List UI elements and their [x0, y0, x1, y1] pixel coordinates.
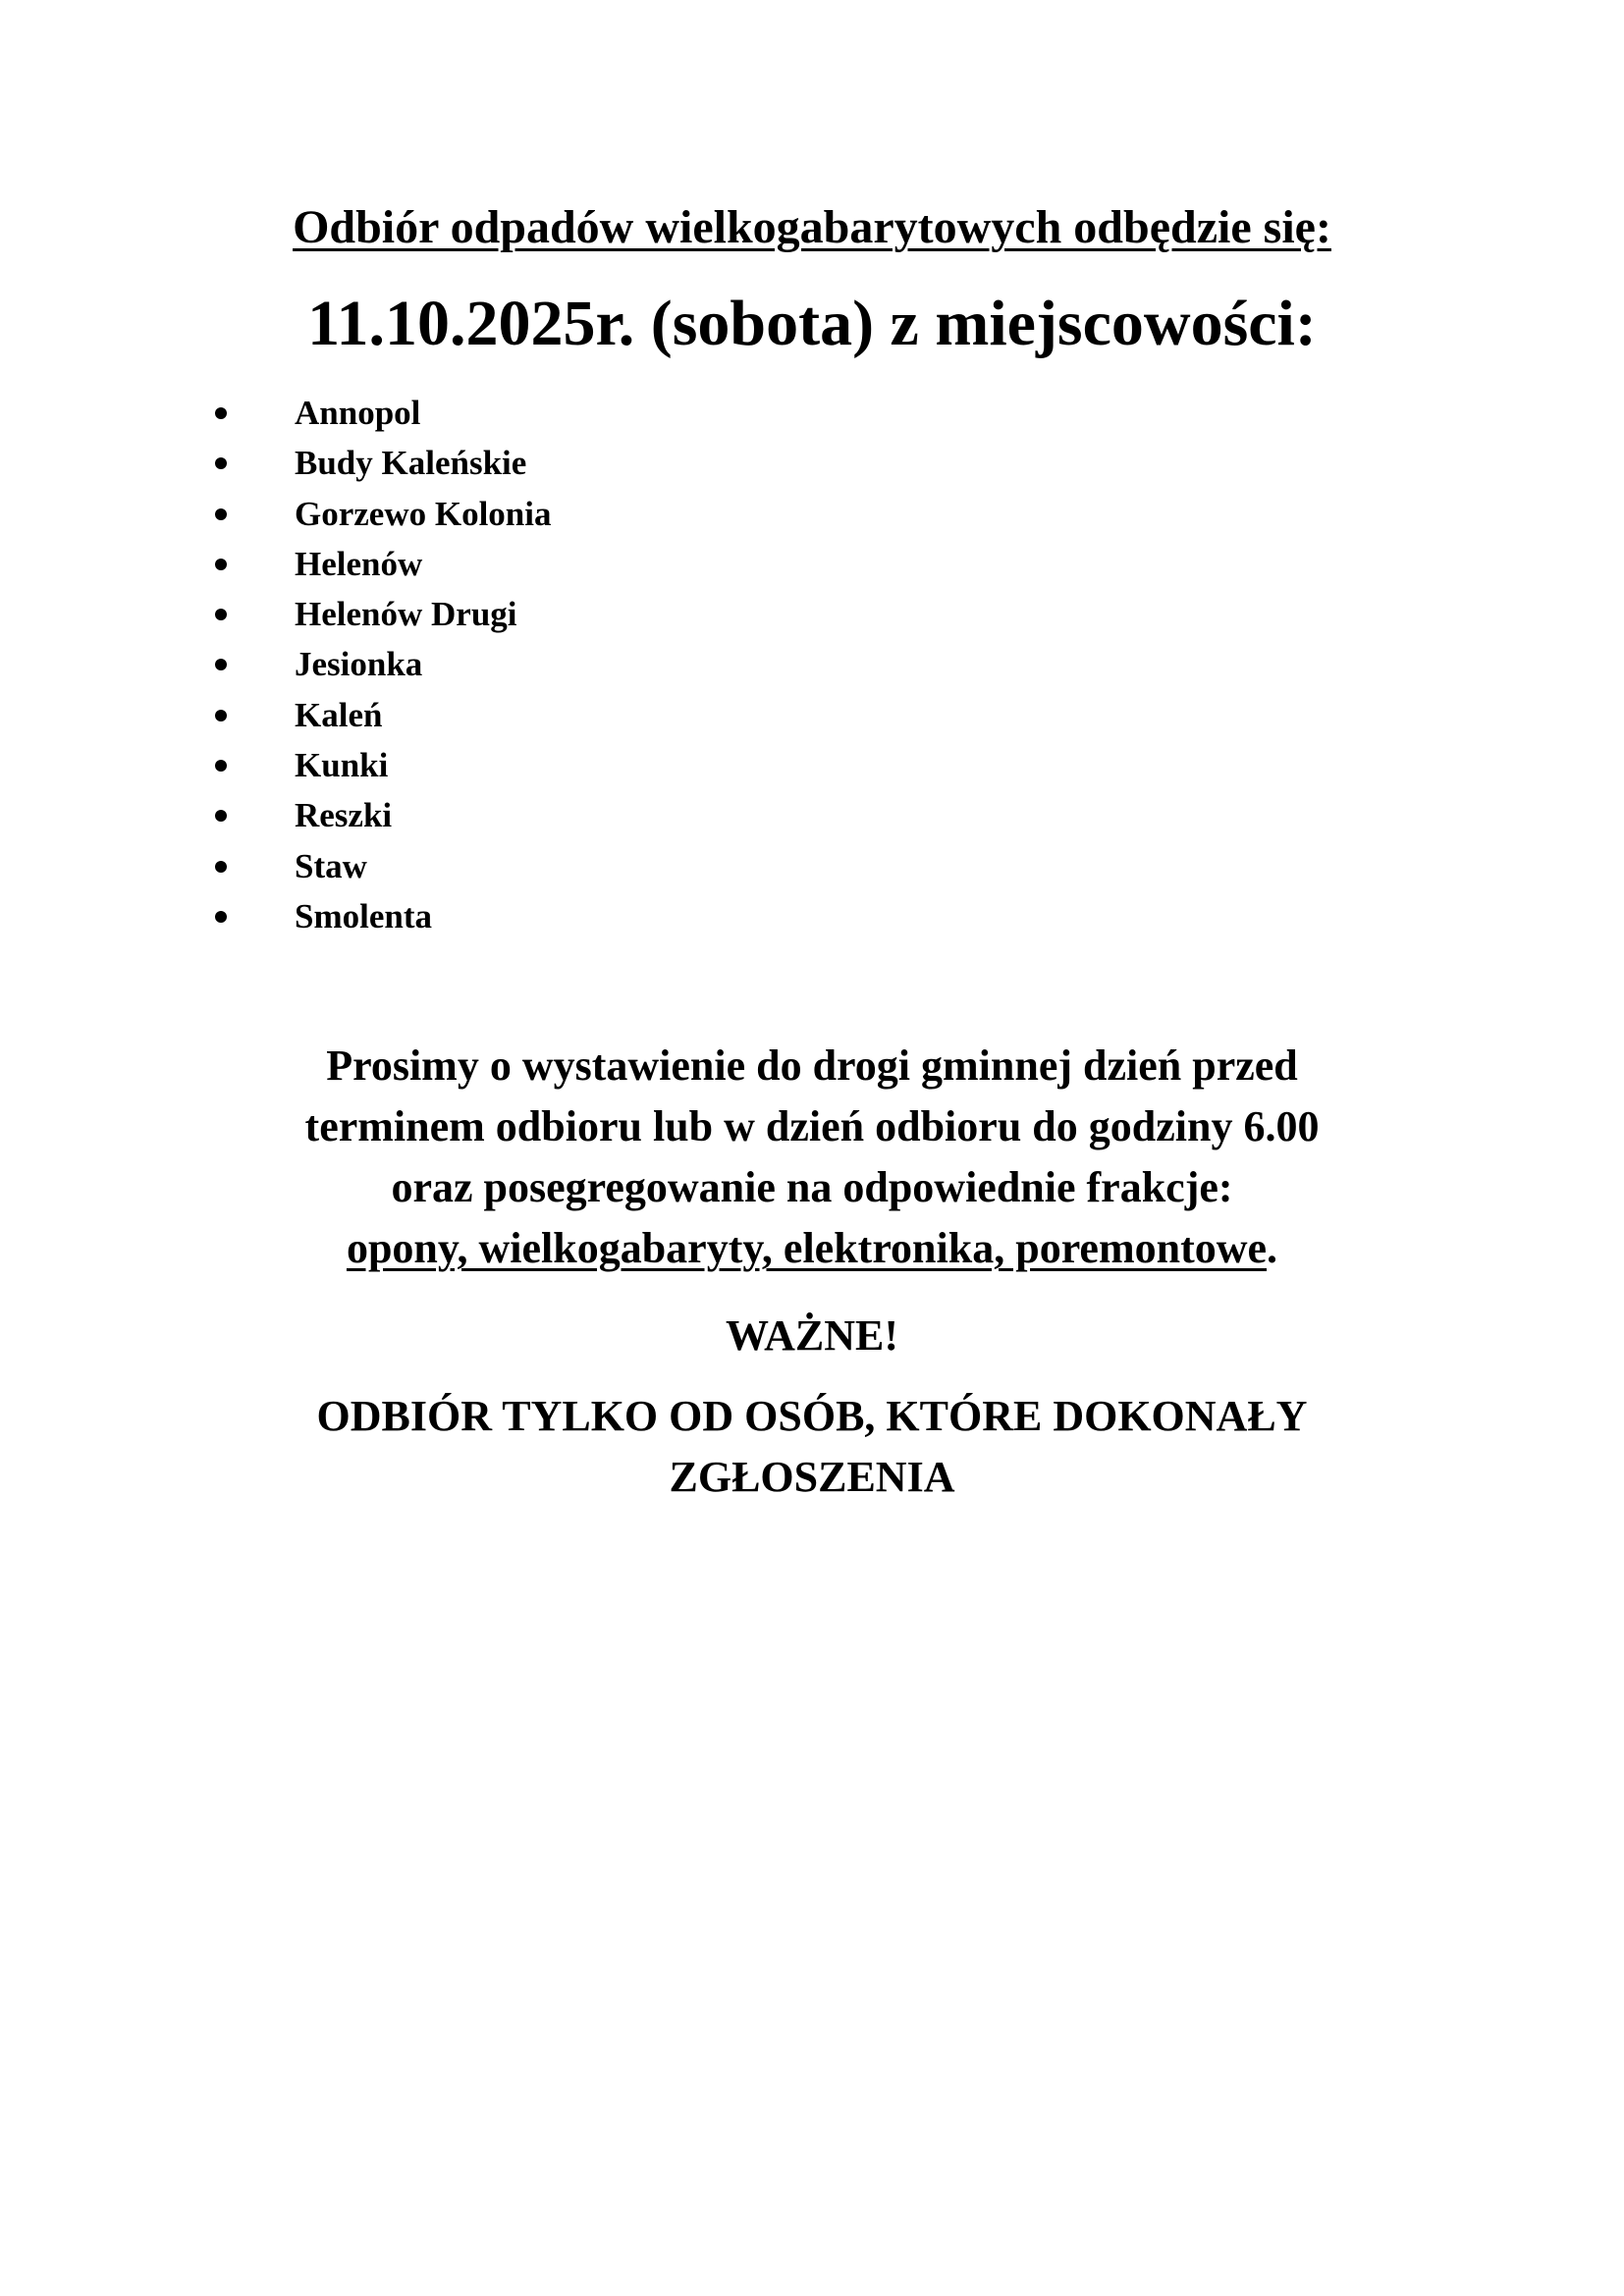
bullet-icon [215, 810, 227, 822]
bullet-icon [215, 760, 227, 772]
warning-notice [0, 1386, 1624, 1508]
bullet-icon [215, 559, 227, 570]
place-name: Annopol [295, 394, 421, 432]
place-name: Kunki [295, 746, 389, 785]
fractions-period: . [1267, 1224, 1278, 1272]
fractions-line [0, 1218, 1624, 1279]
bullet-icon [215, 710, 227, 721]
place-name: Kaleń [295, 695, 383, 734]
bullet-icon [215, 911, 227, 923]
place-name: Budy Kaleńskie [295, 444, 527, 483]
bullet-icon [215, 457, 227, 469]
warning-line: ODBIÓR TYLKO OD OSÓB, KTÓRE DOKONAŁY [316, 1392, 1308, 1440]
place-name: Staw [295, 846, 367, 885]
bullet-icon [215, 508, 227, 520]
bullet-icon [215, 861, 227, 873]
instructions-line: Prosimy o wystawienie do drogi gminnej dzień przed [326, 1041, 1298, 1090]
instructions-line: oraz posegregowanie na odpowiednie frakcje: [391, 1163, 1233, 1211]
bullet-icon [215, 609, 227, 620]
place-name: Helenów [295, 544, 423, 583]
place-name: Reszki [295, 796, 393, 835]
place-name: Gorzewo Kolonia [295, 494, 552, 533]
bullet-icon [215, 659, 227, 670]
fractions-list: opony, wielkogabaryty, elektronika, poremontowe [346, 1224, 1268, 1272]
place-name: Jesionka [295, 645, 423, 684]
bullet-icon [215, 407, 227, 419]
instructions-line: terminem odbioru lub w dzień odbioru do godziny 6.00 [304, 1102, 1320, 1150]
instructions-paragraph [0, 1036, 1624, 1279]
place-name: Helenów Drugi [295, 595, 517, 634]
collection-date: 11.10.2025r. (sobota) z miejscowości: [307, 288, 1317, 359]
warning-line: ZGŁOSZENIA [669, 1453, 955, 1501]
place-name: Smolenta [295, 896, 432, 935]
notice-heading [0, 198, 1624, 257]
notice-heading-text: Odbiór odpadów wielkogabarytowych odbędzie się: [293, 201, 1331, 253]
important-label: WAŻNE! [725, 1311, 899, 1360]
